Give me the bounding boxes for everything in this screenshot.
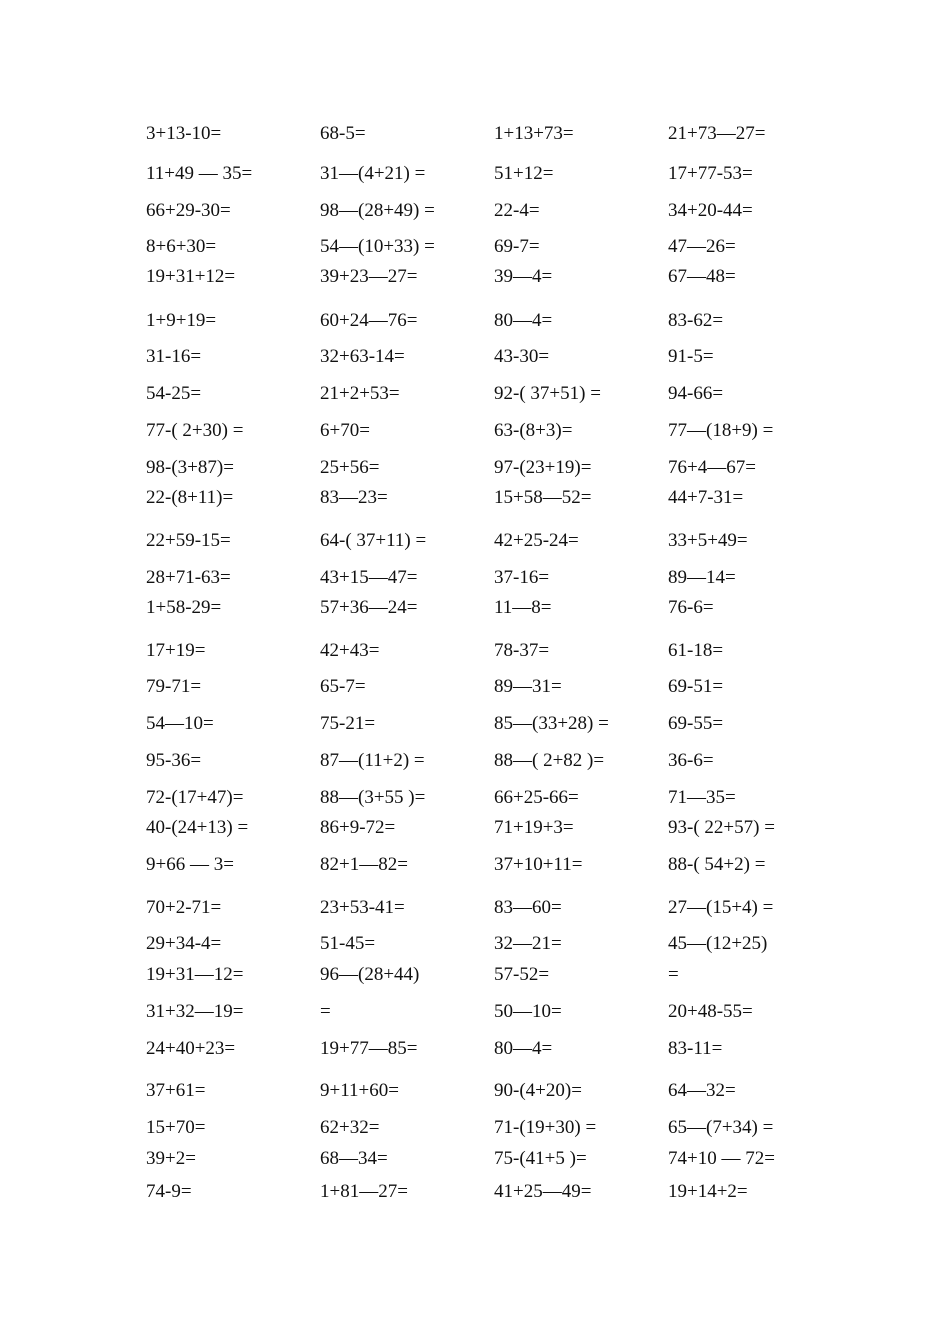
math-problem: 60+24—76= — [320, 310, 418, 331]
math-problem: 98-(3+87)= — [146, 457, 234, 478]
math-problem: 80—4= — [494, 1038, 553, 1059]
math-problem: 15+58—52= — [494, 487, 592, 508]
math-problem: 50—10= — [494, 1001, 562, 1022]
math-problem: 93-( 22+57) = — [668, 817, 775, 838]
math-problem: 31+32—19= — [146, 1001, 244, 1022]
math-problem: 43-30= — [494, 346, 550, 367]
math-problem: 66+25-66= — [494, 787, 579, 808]
math-problem: 72-(17+47)= — [146, 787, 244, 808]
math-problem: 77-( 2+30) = — [146, 420, 244, 441]
math-problem: 76-6= — [668, 597, 714, 618]
math-problem: 27—(15+4) = — [668, 897, 774, 918]
math-problem: 11—8= — [494, 597, 552, 618]
math-problem: 9+11+60= — [320, 1080, 399, 1101]
math-problem: 54-25= — [146, 383, 202, 404]
math-problem: 71-(19+30) = — [494, 1117, 597, 1138]
math-problem: 64—32= — [668, 1080, 736, 1101]
math-problem: 39—4= — [494, 266, 553, 287]
math-problem: 22+59-15= — [146, 530, 231, 551]
math-problem: 1+9+19= — [146, 310, 217, 331]
math-problem: 19+14+2= — [668, 1181, 748, 1202]
math-problem: 39+2= — [146, 1148, 196, 1169]
math-problem: 25+56= — [320, 457, 380, 478]
math-problem: 1+13+73= — [494, 123, 574, 144]
math-problem: 3+13-10= — [146, 123, 222, 144]
math-problem: 91-5= — [668, 346, 714, 367]
math-problem: 42+43= — [320, 640, 380, 661]
math-problem: 95-36= — [146, 750, 202, 771]
math-problem: 31-16= — [146, 346, 202, 367]
math-problem: 19+31+12= — [146, 266, 236, 287]
math-problem: 83—23= — [320, 487, 388, 508]
math-problem: 6+70= — [320, 420, 370, 441]
math-problem: 92-( 37+51) = — [494, 383, 601, 404]
math-problem: 19+31—12= — [146, 964, 244, 985]
math-problem: 32+63-14= — [320, 346, 405, 367]
math-problem: 54—(10+33) = — [320, 236, 435, 257]
math-problem: 15+70= — [146, 1117, 206, 1138]
math-problem: 8+6+30= — [146, 236, 217, 257]
math-problem: 94-66= — [668, 383, 724, 404]
math-problem: 89—31= — [494, 676, 562, 697]
math-problem: 79-71= — [146, 676, 202, 697]
math-problem: 44+7-31= — [668, 487, 744, 508]
math-problem: 54—10= — [146, 713, 214, 734]
math-problem: 40-(24+13) = — [146, 817, 249, 838]
math-problem: 65—(7+34) = — [668, 1117, 774, 1138]
math-problem: 24+40+23= — [146, 1038, 236, 1059]
math-problem: 75-(41+5 )= — [494, 1148, 587, 1169]
math-problem: 45—(12+25) — [668, 933, 768, 954]
math-problem: 63-(8+3)= — [494, 420, 573, 441]
math-problem: 86+9-72= — [320, 817, 396, 838]
math-problem: 88—( 2+82 )= — [494, 750, 605, 771]
math-problem: 22-(8+11)= — [146, 487, 234, 508]
math-problem: 21+2+53= — [320, 383, 400, 404]
math-problem: 39+23—27= — [320, 266, 418, 287]
math-problem: 51-45= — [320, 933, 376, 954]
math-problem: 19+77—85= — [320, 1038, 418, 1059]
math-problem: 33+5+49= — [668, 530, 748, 551]
math-problem: 1+81—27= — [320, 1181, 408, 1202]
math-problem: 74-9= — [146, 1181, 192, 1202]
math-problem: 88—(3+55 )= — [320, 787, 426, 808]
math-problem: 29+34-4= — [146, 933, 222, 954]
math-problem: 65-7= — [320, 676, 366, 697]
math-problem: 47—26= — [668, 236, 736, 257]
math-problem: 70+2-71= — [146, 897, 222, 918]
math-problem: 11+49 — 35= — [146, 163, 253, 184]
math-problem: 67—48= — [668, 266, 736, 287]
math-problem: 22-4= — [494, 200, 540, 221]
math-problem: 69-51= — [668, 676, 724, 697]
math-problem: 36-6= — [668, 750, 714, 771]
math-problem: 17+77-53= — [668, 163, 753, 184]
math-problem: 75-21= — [320, 713, 376, 734]
math-problem: 89—14= — [668, 567, 736, 588]
math-problem: 96—(28+44) — [320, 964, 420, 985]
math-problem: 80—4= — [494, 310, 553, 331]
math-problem: 69-7= — [494, 236, 540, 257]
math-problem: 82+1—82= — [320, 854, 408, 875]
math-problem: 62+32= — [320, 1117, 380, 1138]
math-problem: 31—(4+21) = — [320, 163, 426, 184]
math-problem: 78-37= — [494, 640, 550, 661]
math-problem: 17+19= — [146, 640, 206, 661]
math-problem: 68-5= — [320, 123, 366, 144]
math-problem: 34+20-44= — [668, 200, 753, 221]
math-problem: 61-18= — [668, 640, 724, 661]
math-problem: 20+48-55= — [668, 1001, 753, 1022]
math-problem: 85—(33+28) = — [494, 713, 609, 734]
math-problem: 69-55= — [668, 713, 724, 734]
math-problem: 83-11= — [668, 1038, 723, 1059]
math-problem: 87—(11+2) = — [320, 750, 425, 771]
math-problem: = — [668, 964, 679, 985]
math-problem: 43+15—47= — [320, 567, 418, 588]
math-problem: 37+61= — [146, 1080, 206, 1101]
math-problem: 68—34= — [320, 1148, 388, 1169]
math-problem: 37-16= — [494, 567, 550, 588]
math-problem: 1+58-29= — [146, 597, 222, 618]
math-problem: 98—(28+49) = — [320, 200, 435, 221]
math-problem: 90-(4+20)= — [494, 1080, 582, 1101]
math-problem: 9+66 — 3= — [146, 854, 234, 875]
math-problem: 64-( 37+11) = — [320, 530, 427, 551]
math-problem: 77—(18+9) = — [668, 420, 774, 441]
math-problem: 83-62= — [668, 310, 724, 331]
math-problem: 74+10 — 72= — [668, 1148, 775, 1169]
math-problem: 71—35= — [668, 787, 736, 808]
math-problem: = — [320, 1001, 331, 1022]
math-problem: 57-52= — [494, 964, 550, 985]
math-problem: 21+73—27= — [668, 123, 766, 144]
math-problem: 28+71-63= — [146, 567, 231, 588]
math-problem: 41+25—49= — [494, 1181, 592, 1202]
math-problem: 83—60= — [494, 897, 562, 918]
math-problem: 32—21= — [494, 933, 562, 954]
math-problem: 97-(23+19)= — [494, 457, 592, 478]
math-problem: 66+29-30= — [146, 200, 231, 221]
math-problem: 42+25-24= — [494, 530, 579, 551]
math-problem: 23+53-41= — [320, 897, 405, 918]
math-problem: 76+4—67= — [668, 457, 756, 478]
math-problem: 37+10+11= — [494, 854, 583, 875]
math-problem: 57+36—24= — [320, 597, 418, 618]
math-problem: 88-( 54+2) = — [668, 854, 766, 875]
math-problem: 51+12= — [494, 163, 554, 184]
math-problem: 71+19+3= — [494, 817, 574, 838]
